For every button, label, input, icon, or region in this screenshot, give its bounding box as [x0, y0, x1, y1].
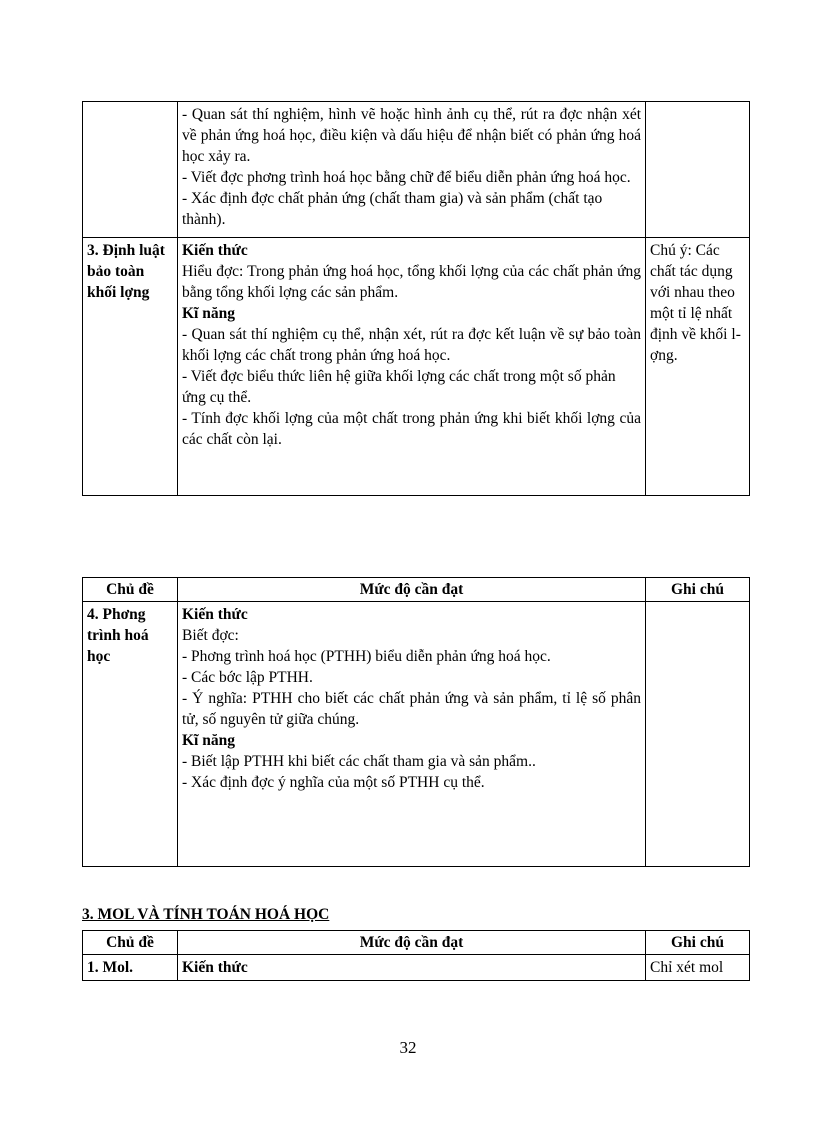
note-cell: [646, 955, 750, 981]
column-header-level: Mức độ cần đạt: [178, 578, 646, 602]
note-cell: [646, 102, 750, 238]
section-title: 3. MOL VÀ TÍNH TOÁN HOÁ HỌC: [82, 906, 330, 923]
list-item: - Phơng trình hoá học (PTHH) biểu diễn phản ứng hoá học.: [182, 648, 551, 665]
note-cell: [646, 238, 750, 496]
list-item: Biết đợc:: [182, 627, 239, 644]
list-item: - Xác định đợc ý nghĩa của một số PTHH cụ thể.: [182, 774, 485, 791]
skills-heading: Kĩ năng: [182, 732, 235, 749]
skills-heading: Kĩ năng: [182, 305, 235, 322]
list-item: - Quan sát thí nghiệm cụ thể, nhận xét, rút ra đợc kết luận về sự bảo toàn khối lợng các chất trong phản ứng hoá học.: [182, 326, 641, 364]
column-header-topic: Chủ đề: [83, 578, 178, 602]
content-cell: [178, 955, 646, 981]
list-item: - Xác định đợc chất phản ứng (chất tham gia) và sản phẩm (chất tạo thành).: [182, 190, 603, 228]
topic-cell: [83, 238, 178, 496]
topic-cell: [83, 102, 178, 238]
table-row: [83, 955, 750, 981]
content-table-2: [82, 577, 750, 867]
list-item: - Viết đợc biểu thức liên hệ giữa khối lợng các chất trong một số phản ứng cụ thể.: [182, 368, 616, 406]
column-header-note: Ghi chú: [646, 578, 750, 602]
note-text: Chú ý: Các chất tác dụng với nhau theo một tỉ lệ nhất định về khối lợng.: [650, 242, 741, 364]
list-item: - Quan sát thí nghiệm, hình vẽ hoặc hình ảnh cụ thể, rút ra đợc nhận xét về phản ứng hoá học, điều kiện và dấu hiệu để nhận biết có phản ứng hoá học xảy ra.: [182, 106, 641, 165]
column-header-level: Mức độ cần đạt: [178, 931, 646, 955]
page-number: 32: [399, 1038, 417, 1057]
note-text: Chỉ xét mol: [650, 959, 724, 976]
knowledge-heading: Kiến thức: [182, 242, 248, 259]
topic-label: 3. Định luật bảo toàn khối lợng: [87, 242, 165, 301]
content-table-1: [82, 101, 750, 496]
note-cell: [646, 602, 750, 867]
content-table-3: [82, 930, 750, 981]
content-cell: [178, 102, 646, 238]
list-item: Hiểu đợc: Trong phản ứng hoá học, tổng khối lợng của các chất phản ứng bằng tổng khối lợng các sản phẩm.: [182, 263, 641, 301]
knowledge-heading: Kiến thức: [182, 959, 248, 976]
table-row: [83, 102, 750, 238]
topic-label: 4. Phơng trình hoá học: [87, 606, 149, 665]
topic-label: 1. Mol.: [87, 959, 134, 976]
list-item: - Viết đợc phơng trình hoá học bằng chữ để biểu diễn phản ứng hoá học.: [182, 169, 631, 186]
content-cell: [178, 238, 646, 496]
column-header-note: Ghi chú: [646, 931, 750, 955]
table-header-row: [83, 578, 750, 602]
table-row: [83, 602, 750, 867]
list-item: - Tính đợc khối lợng của một chất trong phản ứng khi biết khối lợng của các chất còn lại.: [182, 410, 641, 448]
list-item: - Biết lập PTHH khi biết các chất tham gia và sản phẩm..: [182, 753, 536, 770]
column-header-topic: Chủ đề: [83, 931, 178, 955]
content-cell: [178, 602, 646, 867]
list-item: - Ý nghĩa: PTHH cho biết các chất phản ứng và sản phẩm, tỉ lệ số phân tử, số nguyên tử giữa chúng.: [182, 690, 641, 728]
table-header-row: [83, 931, 750, 955]
table-row: [83, 238, 750, 496]
knowledge-heading: Kiến thức: [182, 606, 248, 623]
topic-cell: [83, 955, 178, 981]
topic-cell: [83, 602, 178, 867]
list-item: - Các bớc lập PTHH.: [182, 669, 313, 686]
